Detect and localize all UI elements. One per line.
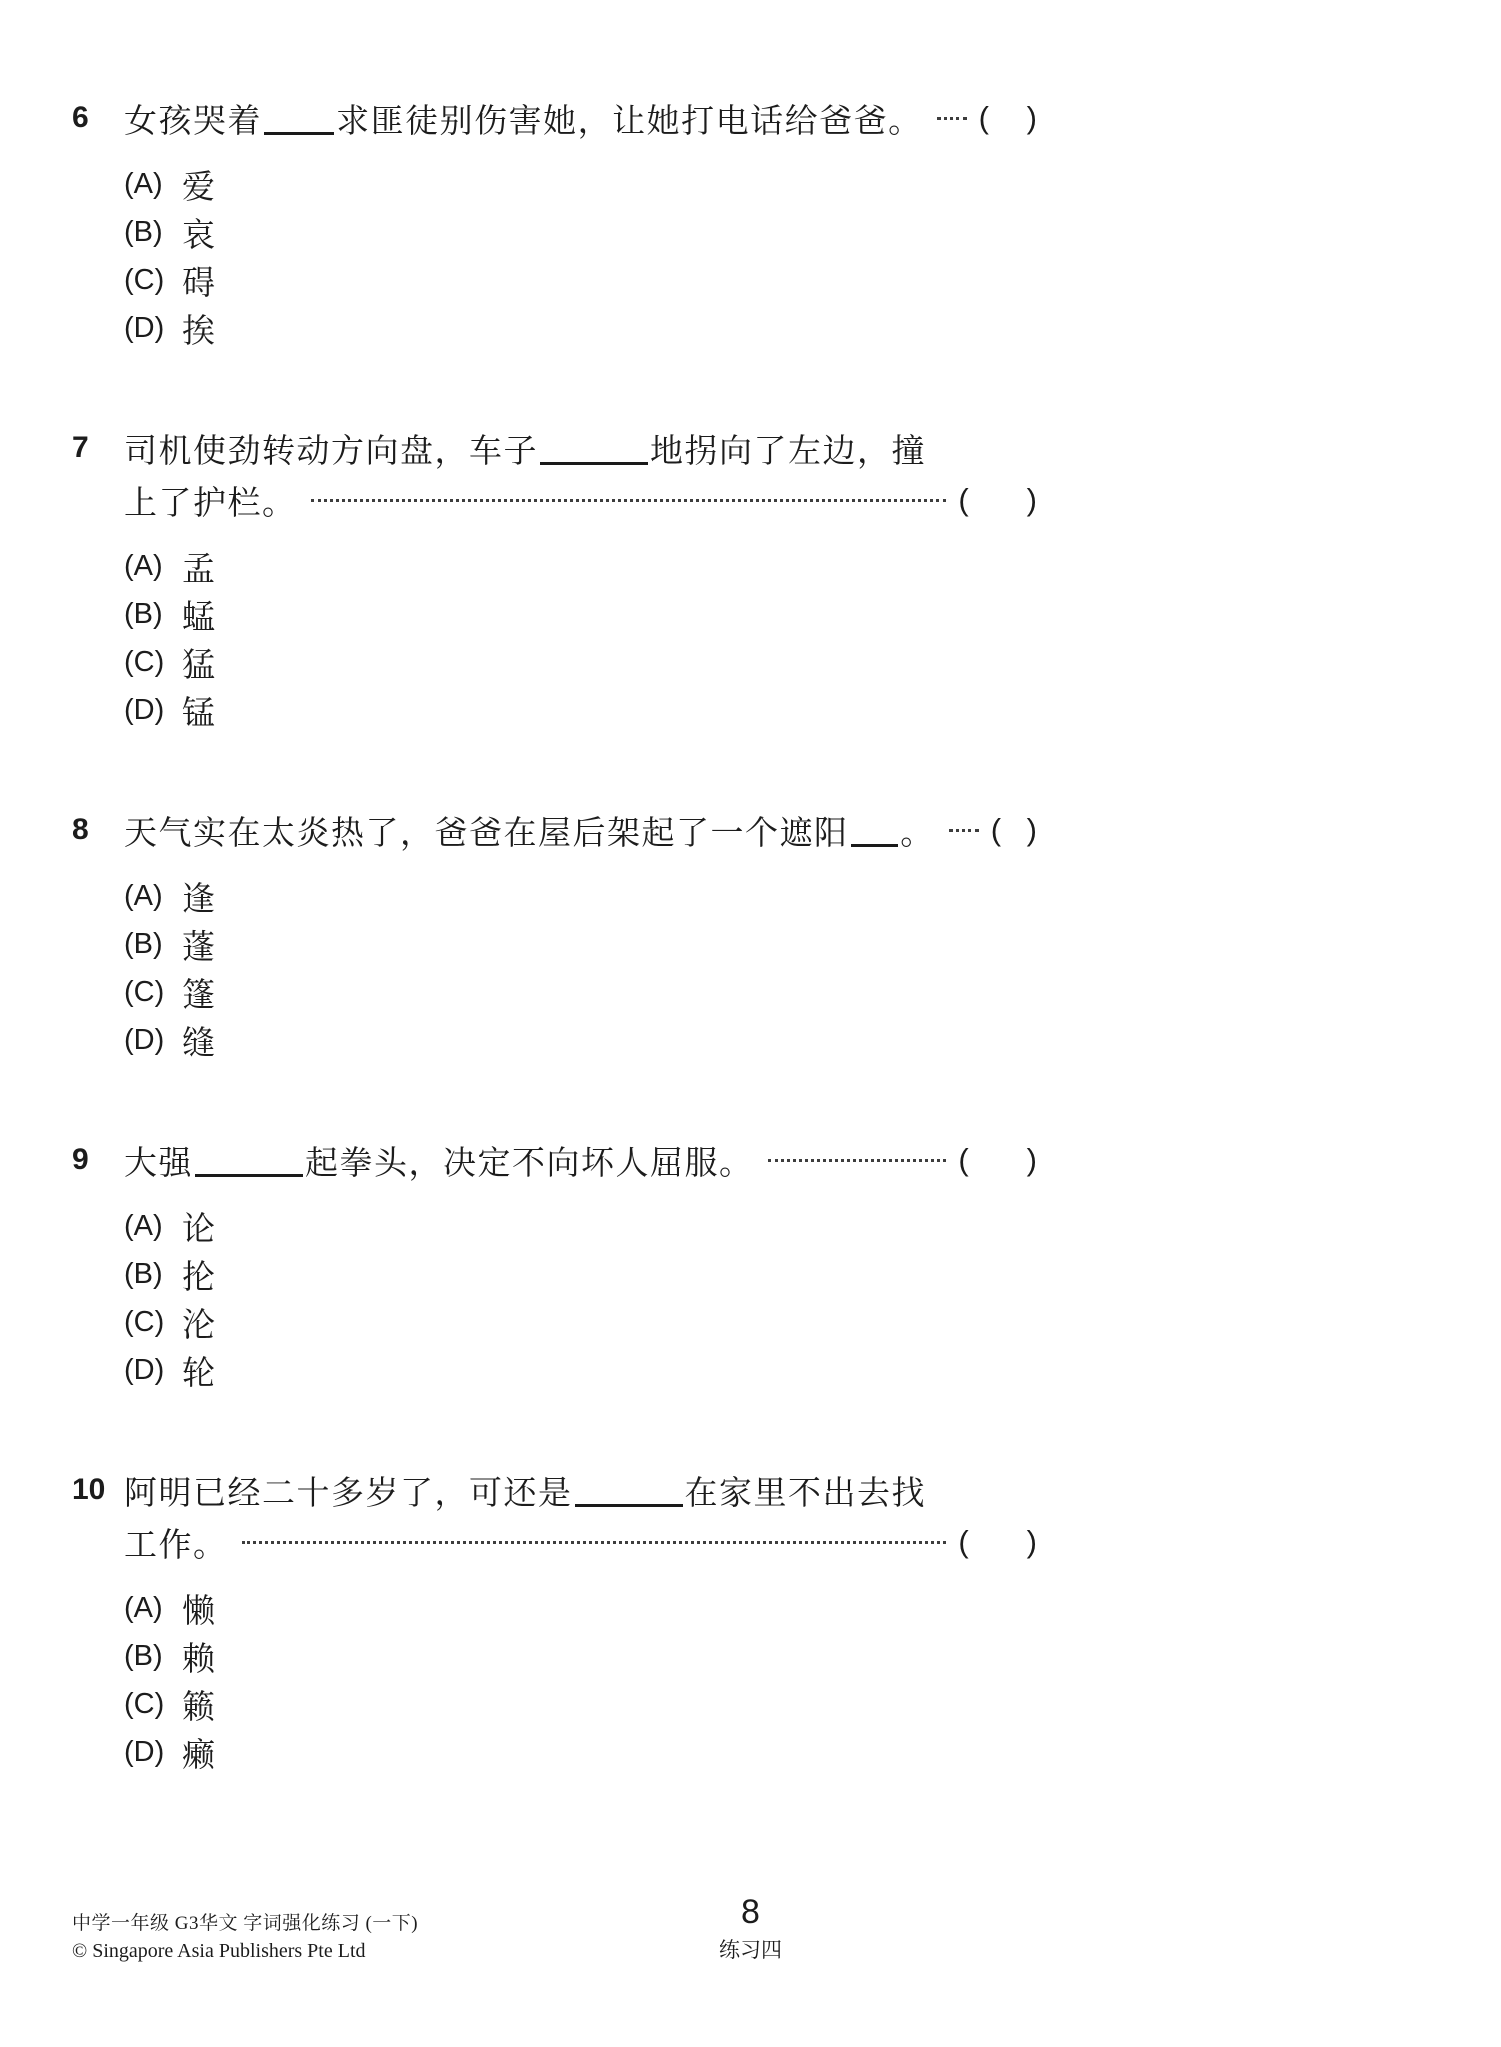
- question-body: [124, 1464, 1037, 1776]
- option-label: (B): [124, 215, 163, 248]
- question-number: 9: [72, 1143, 89, 1176]
- answer-slot-close: ): [1026, 100, 1037, 135]
- footer-center: [0, 1893, 1501, 1964]
- question-grid: [72, 92, 1037, 352]
- option-character: 缝: [182, 1022, 215, 1062]
- question-body: [124, 92, 1037, 352]
- exercise-label: 练习四: [719, 1938, 782, 1962]
- question-body: [124, 804, 1037, 1064]
- option-label: (C): [124, 645, 165, 678]
- stem-blank: [264, 132, 334, 135]
- option-character: 轮: [182, 1352, 215, 1392]
- answer-slot-close: ): [1026, 482, 1037, 517]
- option-label: (B): [124, 1639, 163, 1672]
- option-character: 哀: [182, 214, 215, 254]
- stem-text: 起拳头，决定不向坏人屈服。: [305, 1142, 754, 1182]
- option-label: (C): [124, 975, 165, 1008]
- option-label: (A): [124, 1591, 163, 1624]
- dot-leader: [937, 117, 967, 120]
- option-row: [124, 208, 1037, 256]
- options-list: [124, 1202, 1037, 1394]
- option-label: (C): [124, 1305, 165, 1338]
- question-body: [124, 1134, 1037, 1394]
- stem-blank: [575, 1504, 683, 1507]
- page-number: 8: [741, 1893, 760, 1931]
- stem-text: 女孩哭着: [124, 100, 262, 140]
- question-stem: [124, 474, 1037, 526]
- question-stem: [124, 1516, 1037, 1568]
- option-row: [124, 920, 1037, 968]
- answer-slot-open: (: [958, 1142, 969, 1177]
- option-character: 挨: [182, 310, 215, 350]
- option-row: [124, 304, 1037, 352]
- option-row: [124, 1632, 1037, 1680]
- question-block: [72, 1134, 1037, 1394]
- option-character: 碍: [182, 262, 215, 302]
- question-stem: [124, 92, 1037, 144]
- options-list: [124, 160, 1037, 352]
- dot-leader: [311, 499, 947, 502]
- option-row: [124, 1346, 1037, 1394]
- option-label: (B): [124, 927, 163, 960]
- option-row: [124, 256, 1037, 304]
- option-character: 爱: [182, 166, 215, 206]
- question-grid: [72, 1464, 1037, 1776]
- question-stem: [124, 1134, 1037, 1186]
- options-list: [124, 872, 1037, 1064]
- stem-text: 地拐向了左边，撞: [650, 430, 926, 470]
- option-character: 蜢: [182, 596, 215, 636]
- option-label: (B): [124, 1257, 163, 1290]
- answer-slot-close: ): [1026, 1142, 1037, 1177]
- dot-leader: [242, 1541, 947, 1544]
- stem-text: 阿明已经二十多岁了，可还是: [124, 1472, 573, 1512]
- dot-leader: [949, 829, 979, 832]
- answer-slot-open: (: [958, 1524, 969, 1559]
- option-label: (A): [124, 549, 163, 582]
- question-number: 10: [72, 1473, 106, 1506]
- stem-text: 大强: [124, 1142, 193, 1182]
- question-stem: [124, 422, 1037, 474]
- option-character: 论: [182, 1208, 215, 1248]
- option-row: [124, 968, 1037, 1016]
- footer-copyright: © Singapore Asia Publishers Pte Ltd: [72, 1940, 366, 1962]
- option-label: (D): [124, 1353, 165, 1386]
- option-label: (D): [124, 311, 165, 344]
- options-list: [124, 542, 1037, 734]
- answer-slot-open: (: [990, 812, 1002, 847]
- option-row: [124, 1202, 1037, 1250]
- option-row: [124, 1298, 1037, 1346]
- stem-text: 天气实在太炎热了，爸爸在屋后架起了一个遮阳: [124, 812, 849, 852]
- option-label: (D): [124, 1023, 165, 1056]
- stem-text: 司机使劲转动方向盘，车子: [124, 430, 538, 470]
- option-row: [124, 686, 1037, 734]
- question-number: 8: [72, 813, 89, 846]
- option-label: (A): [124, 1209, 163, 1242]
- option-row: [124, 542, 1037, 590]
- question-block: [72, 92, 1037, 352]
- option-label: (C): [124, 1687, 165, 1720]
- option-row: [124, 160, 1037, 208]
- option-label: (D): [124, 693, 165, 726]
- questions: [72, 92, 1037, 1776]
- answer-slot-close: ): [1026, 1524, 1037, 1559]
- stem-text: 求匪徒别伤害她，让她打电话给爸爸。: [336, 100, 923, 140]
- option-row: [124, 1250, 1037, 1298]
- option-label: (B): [124, 597, 163, 630]
- stem-blank: [195, 1174, 303, 1177]
- option-row: [124, 1728, 1037, 1776]
- option-character: 篷: [182, 974, 215, 1014]
- question-grid: [72, 804, 1037, 1064]
- question-grid: [72, 1134, 1037, 1394]
- option-row: [124, 1016, 1037, 1064]
- question-block: [72, 1464, 1037, 1776]
- options-list: [124, 1584, 1037, 1776]
- stem-text: 。: [900, 812, 935, 852]
- stem-text: 工作。: [124, 1524, 228, 1564]
- question-block: [72, 804, 1037, 1064]
- stem-text: 上了护栏。: [124, 482, 297, 522]
- option-row: [124, 1584, 1037, 1632]
- stem-blank: [540, 462, 648, 465]
- option-character: 癞: [182, 1734, 215, 1774]
- option-label: (A): [124, 879, 163, 912]
- option-row: [124, 638, 1037, 686]
- question-stem: [124, 1464, 1037, 1516]
- question-grid: [72, 422, 1037, 734]
- option-label: (D): [124, 1735, 165, 1768]
- option-character: 逢: [182, 878, 215, 918]
- answer-slot-close: ): [1026, 812, 1037, 847]
- option-character: 赖: [182, 1638, 215, 1678]
- option-row: [124, 590, 1037, 638]
- option-label: (A): [124, 167, 163, 200]
- question-number: 6: [72, 101, 89, 134]
- option-character: 孟: [182, 548, 215, 588]
- option-row: [124, 1680, 1037, 1728]
- option-label: (C): [124, 263, 165, 296]
- option-character: 籁: [182, 1686, 215, 1726]
- stem-text: 在家里不出去找: [684, 1472, 926, 1512]
- answer-slot-open: (: [978, 100, 989, 135]
- option-character: 锰: [182, 692, 215, 732]
- option-character: 抡: [182, 1256, 215, 1296]
- question-block: [72, 422, 1037, 734]
- option-character: 蓬: [182, 926, 215, 966]
- answer-slot-open: (: [958, 482, 969, 517]
- option-character: 懒: [182, 1590, 215, 1630]
- option-character: 沦: [182, 1304, 215, 1344]
- option-character: 猛: [182, 644, 215, 684]
- question-body: [124, 422, 1037, 734]
- footer-book-title: 中学一年级 G3华文 字词强化练习 (一下): [72, 1913, 419, 1934]
- stem-blank: [851, 844, 899, 847]
- option-row: [124, 872, 1037, 920]
- question-number: 7: [72, 431, 89, 464]
- dot-leader: [768, 1159, 947, 1162]
- question-stem: [124, 804, 1037, 856]
